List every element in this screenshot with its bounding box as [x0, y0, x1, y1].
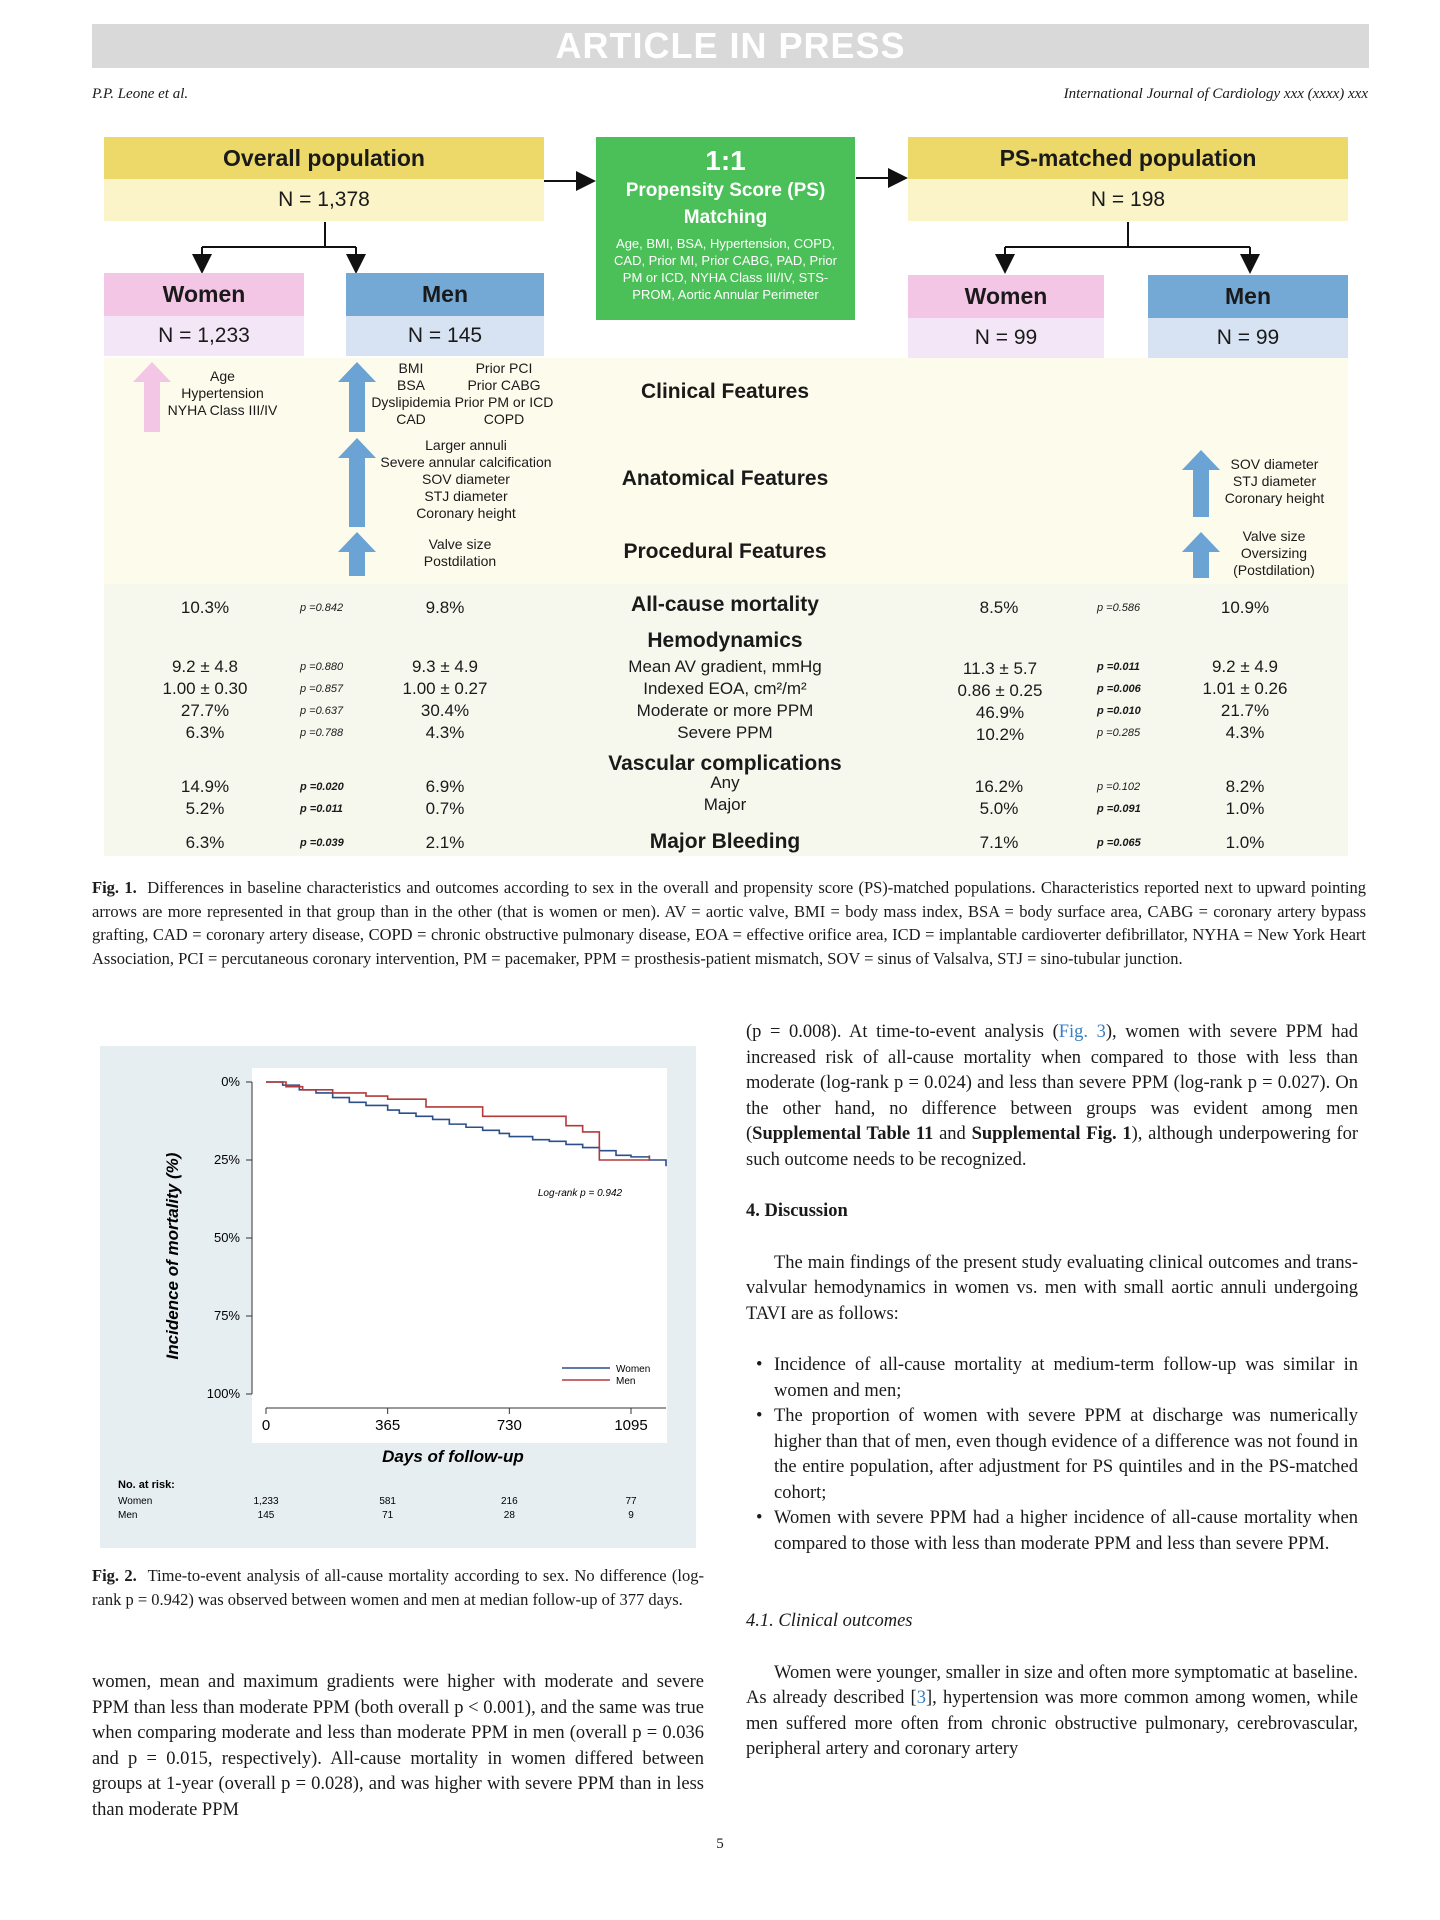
figure-2 [100, 1046, 696, 1548]
left-body-paragraph: women, mean and maximum gradients were higher with moderate and severe PPM than less than moderate PPM (both overall p < 0.001), and the same was true when comparing moderate and less than moderate PPM in men (overall p = 0.036 and p = 0.015, respectively). All-cause mortality in women differed between groups at 1-year (overall p = 0.028), and was higher with severe PPM than in less than moderate PPM [92, 1672, 704, 1820]
at-risk-value: 77 [625, 1496, 637, 1507]
at-risk-value: 145 [257, 1510, 275, 1521]
list-item [756, 1506, 1358, 1557]
anatomical-matched-men-list [1212, 456, 1337, 507]
bullet: • [756, 1355, 763, 1375]
value-cell: 9.3 ± 4.9 [411, 657, 479, 676]
feature-item: Dyslipidemia [371, 394, 451, 410]
vascular-label: Vascular complications [608, 752, 842, 775]
value-cell: 9.8% [425, 598, 465, 617]
x-axis-label: Days of follow-up [382, 1447, 524, 1466]
clinical-men-list-right [450, 360, 558, 428]
p-value: p =0.637 [300, 705, 344, 717]
p-value: p =0.788 [300, 727, 344, 739]
anatomical-features-label: Anatomical Features [621, 467, 829, 490]
at-risk-value: 71 [382, 1510, 394, 1521]
men-anatomical-up-arrow [338, 438, 376, 527]
list-item [756, 1353, 1358, 1404]
ps-title: Propensity Score (PS) Matching [625, 180, 826, 228]
value-cell: 1.0% [1225, 799, 1265, 818]
ps-ratio: 1:1 [705, 145, 746, 176]
value-cell: 1.0% [1225, 833, 1265, 852]
at-risk-women-label: Women [118, 1496, 153, 1507]
fig3-link[interactable]: Fig. 3 [1058, 1022, 1106, 1042]
value-cell: 5.0% [979, 799, 1019, 818]
row-label: Moderate or more PPM [636, 701, 814, 720]
y-tick-label: 100% [206, 1386, 240, 1401]
feature-item: Prior PCI [475, 360, 533, 376]
mortality-label: All-cause mortality [631, 593, 819, 616]
feature-item: STJ diameter [1232, 473, 1317, 489]
value-cell: 6.3% [185, 723, 225, 742]
upward-arrows [0, 0, 1440, 600]
feature-item: SOV diameter [1230, 456, 1319, 472]
value-cell: 10.9% [1220, 598, 1270, 617]
caption-text: Time-to-event analysis of all-cause mortality according to sex. No difference (log-rank p = 0.942) was observed between women and men at median follow-up of 377 days. [92, 1566, 704, 1609]
hemodynamics-label: Hemodynamics [647, 629, 803, 652]
results-paragraph [746, 1020, 1358, 1173]
feature-item: Prior CABG [467, 377, 541, 393]
p-value: p =0.011 [300, 803, 343, 815]
feature-item: Prior PM or ICD [454, 394, 554, 410]
y-axis-label: Incidence of mortality (%) [163, 1152, 182, 1360]
overall-population-n: N = 1,378 [104, 179, 544, 221]
p-value: p =0.065 [1097, 837, 1141, 849]
figure-1 [0, 0, 1440, 860]
value-cell: 21.7% [1220, 701, 1270, 720]
feature-item: BSA [396, 377, 425, 393]
feature-item: STJ diameter [424, 488, 508, 504]
p-value: p =0.880 [300, 661, 344, 673]
row-label: Mean AV gradient, mmHg [628, 657, 822, 676]
p-value: p =0.586 [1097, 602, 1141, 614]
list-item [756, 1404, 1358, 1506]
p-value: p =0.006 [1097, 683, 1141, 695]
men-overall-n: N = 145 [346, 316, 544, 356]
p-value: p =0.010 [1097, 705, 1141, 717]
at-risk-value: 216 [500, 1496, 518, 1507]
text-run: ), women with severe PPM had increased risk of all-cause mortality when compared to those with less than moderate (log-rank p = 0.024) and less than severe PPM (log-rank p = 0.027). On the other hand, no difference between groups was evident among men ( [746, 1022, 1358, 1144]
reference-link[interactable]: 3 [916, 1688, 926, 1708]
ps-variables: Age, BMI, BSA, Hypertension, COPD, CAD, Prior MI, Prior CABG, PAD, Prior PM or ICD, NYHA Class III/IV, STS-PROM, Aortic Annular Perimeter [614, 236, 837, 302]
procedural-features-label: Procedural Features [623, 540, 827, 563]
women-overall-n: N = 1,233 [104, 316, 304, 356]
value-cell: 9.2 ± 4.8 [171, 657, 239, 676]
value-cell: 1.00 ± 0.30 [162, 679, 248, 698]
procedural-men-list [400, 536, 520, 570]
author-header: P.P. Leone et al. [92, 86, 189, 102]
list-item-text: Incidence of all-cause mortality at medium-term follow-up was similar in women and men; [774, 1355, 1358, 1401]
p-value: p =0.102 [1097, 781, 1141, 793]
feature-item: NYHA Class III/IV [167, 402, 278, 418]
feature-item: Postdilation [423, 553, 497, 569]
feature-item: Coronary height [416, 505, 516, 521]
y-tick-label: 25% [213, 1152, 240, 1167]
feature-item: SOV diameter [422, 471, 510, 487]
page-number: 5 [716, 1836, 724, 1852]
value-cell: 14.9% [180, 777, 230, 796]
at-risk-men-label: Men [118, 1510, 138, 1521]
feature-item: Age [210, 368, 235, 384]
men-matched-title: Men [1148, 275, 1348, 318]
clinical-features-label: Clinical Features [640, 380, 810, 403]
logrank-annotation: Log-rank p = 0.942 [537, 1188, 623, 1199]
value-cell: 7.1% [979, 833, 1019, 852]
x-tick-label: 1095 [614, 1417, 648, 1434]
matched-men-procedural-up-arrow [1182, 532, 1220, 578]
feature-item: Oversizing [1240, 545, 1308, 561]
findings-list [746, 1353, 1358, 1557]
bullet: • [756, 1406, 763, 1426]
p-value: p =0.020 [300, 781, 344, 793]
value-cell: 27.7% [180, 701, 230, 720]
value-cell: 11.3 ± 5.7 [962, 659, 1038, 678]
discussion-paragraph: The main findings of the present study evaluating clinical outcomes and trans-valvular hemodynamics in women vs. men with small aortic annuli undergoing TAVI are as follows: [746, 1252, 1358, 1324]
women-matched-n: N = 99 [908, 318, 1104, 358]
at-risk-value: 581 [379, 1496, 397, 1507]
at-risk-title: No. at risk: [118, 1479, 175, 1491]
clinical-outcomes-paragraph [746, 1661, 1358, 1763]
discussion-heading: 4. Discussion [746, 1201, 848, 1221]
p-value: p =0.039 [300, 837, 344, 849]
y-tick-label: 75% [213, 1308, 240, 1323]
text-run: ], hypertension was more common among women, while men suffered more often from chronic obstructive pulmonary, cerebrovascular, peripheral artery and coronary artery [746, 1688, 1358, 1759]
p-value: p =0.285 [1097, 727, 1141, 739]
value-cell: 5.2% [185, 799, 225, 818]
supplemental-fig-ref: Supplemental Fig. 1 [971, 1124, 1132, 1144]
value-cell: 8.5% [979, 598, 1019, 617]
p-value: p =0.842 [300, 602, 344, 614]
feature-item: Larger annuli [425, 437, 507, 453]
feature-item: CAD [396, 411, 426, 427]
value-cell: 10.2% [975, 725, 1025, 744]
at-risk-value: 28 [503, 1510, 515, 1521]
fig1-caption [92, 876, 1366, 970]
text-run: and [933, 1124, 972, 1144]
x-tick-label: 0 [261, 1417, 271, 1434]
x-tick-label: 730 [496, 1417, 522, 1434]
journal-header: International Journal of Cardiology xxx (xxxx) xxx [1063, 86, 1368, 102]
x-tick-label: 365 [375, 1417, 401, 1434]
overall-population-title: Overall population [104, 137, 544, 179]
men-procedural-up-arrow [338, 532, 376, 576]
value-cell: 6.9% [425, 777, 465, 796]
value-cell: 0.86 ± 0.25 [957, 681, 1043, 700]
feature-item: Valve size [1242, 528, 1306, 544]
row-label: Severe PPM [677, 723, 773, 742]
women-matched-title: Women [908, 275, 1104, 318]
text-run: ), although underpowering for such outcome needs to be recognized. [746, 1124, 1358, 1170]
caption-text: Differences in baseline characteristics and outcomes according to sex in the overall and propensity score (PS)-matched populations. Characteristics reported next to upward pointing arrows are more represented in that group than in the other (that is women or men). AV = aortic valve, BMI = body mass index, BSA = body surface area, CABG = coronary artery bypass grafting, CAD = coronary artery disease, COPD = chronic obstructive pulmonary disease, EOA = effective orifice area, ICD = implantable cardioverter defibrillator, NYHA = New York Heart Association, PCI = percutaneous coronary intervention, PM = pacemaker, PPM = prosthesis-patient mismatch, SOV = sinus of Valsalva, STJ = sino-tubular junction. [92, 878, 1367, 968]
value-cell: 10.3% [180, 598, 230, 617]
fig2-caption [92, 1564, 704, 1611]
caption-label: Fig. 2. [92, 1566, 137, 1585]
value-cell: 6.3% [185, 833, 225, 852]
women-overall-title: Women [104, 273, 304, 316]
value-cell: 46.9% [975, 703, 1025, 722]
value-cell: 8.2% [1225, 777, 1265, 796]
anatomical-men-list [375, 437, 557, 522]
feature-item: COPD [483, 411, 525, 427]
row-label: Indexed EOA, cm²/m² [643, 679, 807, 698]
clinical-outcomes-heading: 4.1. Clinical outcomes [746, 1611, 913, 1631]
men-overall-title: Men [346, 273, 544, 316]
row-label: Any [710, 773, 740, 792]
legend-men-label: Men [616, 1376, 636, 1387]
p-value: p =0.857 [300, 683, 344, 695]
value-cell: 1.01 ± 0.26 [1202, 679, 1288, 698]
right-column [746, 1020, 1358, 1763]
feature-item: BMI [398, 360, 424, 376]
at-risk-value: 9 [628, 1510, 634, 1521]
p-value: p =0.011 [1097, 661, 1140, 673]
list-item-text: The proportion of women with severe PPM at discharge was numerically higher than that of men, even though evidence of a difference was not found in the entire population, after adjustment for PS quintiles and in the PS-matched cohort; [774, 1406, 1358, 1503]
caption-label: Fig. 1. [92, 878, 137, 897]
value-cell: 4.3% [425, 723, 465, 742]
legend-women-label: Women [616, 1364, 651, 1375]
row-label: Major [703, 795, 747, 814]
text-run: (p = 0.008). At time-to-event analysis ( [746, 1022, 1059, 1042]
value-cell: 9.2 ± 4.9 [1211, 657, 1279, 676]
feature-item: Hypertension [181, 385, 264, 401]
feature-item: Severe annular calcification [380, 454, 552, 470]
value-cell: 0.7% [425, 799, 465, 818]
y-tick-label: 50% [213, 1230, 240, 1245]
value-cell: 4.3% [1225, 723, 1265, 742]
km-chart [100, 1046, 696, 1548]
supplemental-table-ref: Supplemental Table 11 [752, 1124, 934, 1144]
clinical-men-list-left [366, 360, 456, 428]
procedural-matched-men-list [1218, 528, 1330, 579]
feature-item: Valve size [428, 536, 492, 552]
at-risk-value: 1,233 [253, 1496, 279, 1507]
article-in-press-banner: ARTICLE IN PRESS [92, 24, 1369, 68]
matched-population-n: N = 198 [908, 179, 1348, 221]
p-value: p =0.091 [1097, 803, 1141, 815]
text-run: Women were younger, smaller in size and often more symptomatic at baseline. As already described [ [746, 1662, 1358, 1708]
list-item-text: Women with severe PPM had a higher incidence of all-cause mortality when compared to those with less than moderate PPM and less than severe PPM. [774, 1508, 1358, 1554]
clinical-women-list [150, 368, 295, 419]
value-cell: 1.00 ± 0.27 [402, 679, 488, 698]
bullet: • [756, 1508, 763, 1528]
value-cell: 16.2% [974, 777, 1024, 796]
value-cell: 2.1% [425, 833, 465, 852]
y-tick-label: 0% [221, 1074, 240, 1089]
matched-population-title: PS-matched population [908, 137, 1348, 179]
feature-item: Coronary height [1224, 490, 1325, 506]
value-cell: 30.4% [420, 701, 470, 720]
feature-item: (Postdilation) [1233, 562, 1315, 578]
men-matched-n: N = 99 [1148, 318, 1348, 358]
bleeding-label: Major Bleeding [649, 830, 801, 853]
